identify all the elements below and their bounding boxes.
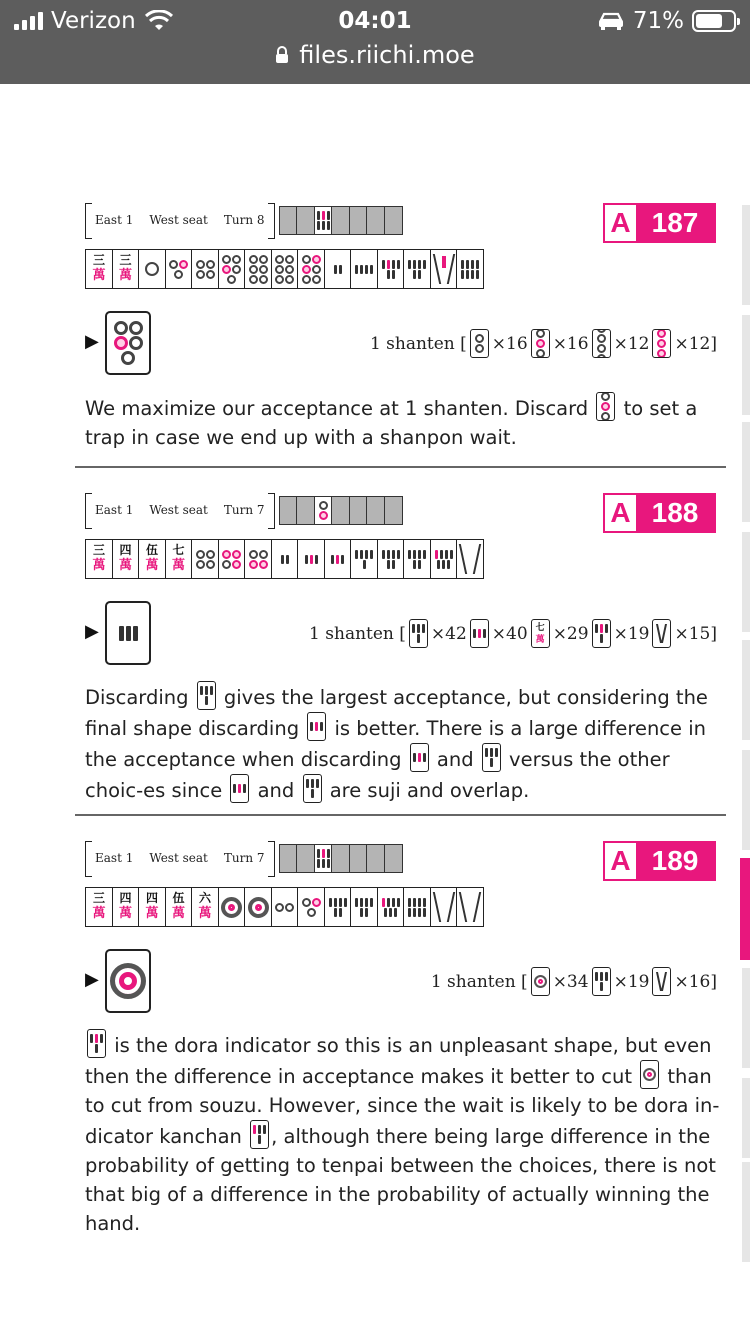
seat-label: West seat bbox=[149, 213, 208, 227]
round-label: East 1 bbox=[95, 213, 134, 227]
seat-label: West seat bbox=[149, 503, 208, 517]
tile-back bbox=[366, 496, 385, 525]
explanation-part: to set a trap in case we end up with a shanpon wait. bbox=[85, 397, 698, 449]
hand-tiles bbox=[85, 249, 484, 289]
dora-indicator-row bbox=[279, 496, 403, 525]
tile-back bbox=[349, 844, 368, 873]
tile-2p bbox=[271, 887, 299, 927]
acceptance-count: ×12 bbox=[613, 333, 650, 354]
lock-icon bbox=[275, 46, 289, 64]
tile-back bbox=[384, 206, 403, 235]
tile-6s bbox=[303, 774, 322, 803]
edge-tab bbox=[742, 1162, 750, 1262]
explanation-part: Discarding bbox=[85, 686, 195, 709]
tile-6s bbox=[87, 1029, 106, 1058]
battery-icon bbox=[692, 10, 736, 32]
tile-back bbox=[366, 206, 385, 235]
problem-187 bbox=[0, 203, 750, 449]
turn-label: Turn 7 bbox=[223, 851, 265, 865]
explanation-part: , although there being large difference in the probability of getting to tenpai between the choices, there is not that big of a difference in the probability of actually winning the hand. bbox=[85, 1125, 716, 1235]
acceptance-count: ×19 bbox=[613, 623, 650, 644]
tile-6m: 六 萬 bbox=[191, 887, 219, 927]
answer-badge bbox=[603, 203, 716, 243]
tile-6s bbox=[377, 539, 405, 579]
browser-top-bar bbox=[0, 0, 750, 84]
tile-8p bbox=[244, 249, 272, 289]
tile-6s bbox=[324, 887, 352, 927]
acceptance-count: ×40 bbox=[491, 623, 528, 644]
url-bar[interactable] bbox=[0, 40, 750, 70]
explanation-part: We maximize our acceptance at 1 shanten. Discard bbox=[85, 397, 595, 420]
tile-back bbox=[296, 496, 315, 525]
shanten-suffix: ] bbox=[710, 623, 717, 644]
tile-5p bbox=[297, 887, 325, 927]
explanation-text bbox=[85, 681, 720, 805]
problem-header bbox=[85, 841, 403, 875]
tile-7s bbox=[430, 539, 458, 579]
tile-back bbox=[279, 496, 298, 525]
tile-3s bbox=[230, 774, 249, 803]
discard-tile-5p bbox=[105, 311, 151, 375]
badge-number: 189 bbox=[636, 843, 714, 879]
explanation-text bbox=[85, 1029, 720, 1238]
shanten-line bbox=[370, 329, 717, 358]
tile-back bbox=[366, 844, 385, 873]
play-arrow-icon: ▶ bbox=[85, 621, 99, 642]
tile-1s bbox=[271, 539, 299, 579]
play-arrow-icon: ▶ bbox=[85, 331, 99, 352]
tile-4p bbox=[165, 249, 193, 289]
tile-back bbox=[331, 496, 350, 525]
turn-info bbox=[85, 203, 275, 237]
carrier-label: Verizon bbox=[51, 8, 136, 34]
tile-back bbox=[279, 844, 298, 873]
tile-6s bbox=[482, 743, 501, 772]
tile-back bbox=[384, 496, 403, 525]
answer-badge bbox=[603, 841, 716, 881]
url-text: files.riichi.moe bbox=[299, 41, 475, 69]
tile-6s bbox=[197, 681, 216, 710]
turn-info bbox=[85, 841, 275, 875]
tile-7m: 七 萬 bbox=[165, 539, 193, 579]
edge-tab bbox=[742, 640, 750, 740]
tile-5m: 伍 萬 bbox=[165, 887, 193, 927]
acceptance-count: ×16 bbox=[552, 333, 589, 354]
turn-label: Turn 8 bbox=[223, 213, 265, 227]
acceptance-count: ×29 bbox=[552, 623, 589, 644]
explanation-part: and bbox=[251, 779, 301, 802]
explanation-text bbox=[85, 392, 720, 452]
acceptance-count: ×16 bbox=[491, 333, 528, 354]
dora-indicator-tile bbox=[314, 206, 333, 235]
edge-tab bbox=[742, 1078, 750, 1158]
shanten-line bbox=[309, 619, 717, 648]
answer-badge bbox=[603, 493, 716, 533]
explanation-part: than to cut from souzu. However, since the wait is likely to be dora in-dicator kanchan bbox=[85, 1065, 720, 1148]
shanten-prefix: 1 shanten [ bbox=[369, 333, 467, 354]
tile-4p bbox=[191, 539, 219, 579]
tile-5p bbox=[218, 539, 246, 579]
acceptance-count: ×42 bbox=[430, 623, 467, 644]
tile-5m: 伍 萬 bbox=[138, 539, 166, 579]
edge-tab bbox=[742, 750, 750, 850]
turn-info bbox=[85, 493, 275, 527]
shanten-line bbox=[431, 967, 717, 996]
tile-back bbox=[349, 496, 368, 525]
tile-4p bbox=[191, 249, 219, 289]
explanation-part: and bbox=[430, 748, 480, 771]
tile-8s bbox=[456, 249, 484, 289]
explanation-part: is the dora indicator so this is an unpleasant shape, but even then the difference in acceptance makes it better to cut bbox=[85, 1034, 712, 1088]
tile-6s bbox=[592, 967, 611, 996]
tile-2p bbox=[470, 329, 489, 358]
tile-back bbox=[331, 206, 350, 235]
tile-4m: 四 萬 bbox=[112, 539, 140, 579]
tile-8p bbox=[592, 329, 611, 358]
tile-3s bbox=[297, 539, 325, 579]
badge-number: 187 bbox=[636, 205, 714, 241]
clock: 04:01 bbox=[338, 8, 412, 34]
acceptance-count: ×15 bbox=[674, 623, 711, 644]
dora-indicator-row bbox=[279, 844, 403, 873]
status-right bbox=[597, 8, 736, 34]
tile-5p bbox=[596, 392, 615, 421]
problem-header bbox=[85, 203, 403, 237]
tile-6s bbox=[403, 539, 431, 579]
tile-back bbox=[384, 844, 403, 873]
tile-8p bbox=[218, 249, 246, 289]
hand-tiles bbox=[85, 887, 484, 927]
edge-tab bbox=[742, 968, 750, 1068]
discard-tile-3s bbox=[105, 601, 151, 665]
tile-9s bbox=[652, 619, 671, 648]
battery-percent: 71% bbox=[632, 8, 684, 34]
tile-8s bbox=[403, 887, 431, 927]
tile-3s bbox=[470, 619, 489, 648]
tile-9s bbox=[652, 967, 671, 996]
tile-3s bbox=[410, 743, 429, 772]
shanten-prefix: 1 shanten [ bbox=[309, 623, 406, 644]
tile-5s bbox=[350, 539, 378, 579]
tile-9s bbox=[456, 539, 484, 579]
explanation-part: versus the other choic-es since bbox=[85, 748, 670, 802]
tile-3m: 三 萬 bbox=[85, 249, 113, 289]
tile-3s bbox=[377, 249, 405, 289]
tile-9s bbox=[430, 887, 458, 927]
tile-3m: 三 萬 bbox=[85, 887, 113, 927]
dora-indicator-row bbox=[279, 206, 403, 235]
badge-letter: A bbox=[605, 843, 636, 879]
tile-3m: 三 萬 bbox=[85, 539, 113, 579]
tile-4m: 四 萬 bbox=[112, 887, 140, 927]
tile-9p bbox=[652, 329, 671, 358]
badge-letter: A bbox=[605, 495, 636, 531]
tile-back bbox=[296, 206, 315, 235]
tile-7s bbox=[377, 887, 405, 927]
tile-back bbox=[296, 844, 315, 873]
acceptance-count: ×34 bbox=[552, 971, 589, 992]
tile-1p bbox=[244, 887, 272, 927]
tile-1p bbox=[218, 887, 246, 927]
problem-188 bbox=[0, 493, 750, 802]
tile-3s bbox=[307, 712, 326, 741]
tile-5s bbox=[592, 619, 611, 648]
tile-7m: 七 萬 bbox=[531, 619, 550, 648]
tile-4m: 四 萬 bbox=[138, 887, 166, 927]
round-label: East 1 bbox=[95, 503, 134, 517]
tile-9s bbox=[456, 887, 484, 927]
tile-3m: 三 萬 bbox=[112, 249, 140, 289]
tile-8p bbox=[244, 539, 272, 579]
tile-7s bbox=[250, 1120, 269, 1149]
shanten-prefix: 1 shanten [ bbox=[430, 971, 528, 992]
problem-189 bbox=[0, 841, 750, 1235]
tile-back bbox=[279, 206, 298, 235]
explanation-part: gives the largest acceptance, but considering the final shape discarding bbox=[85, 686, 708, 740]
tile-5p bbox=[531, 329, 550, 358]
dora-indicator-tile bbox=[314, 844, 333, 873]
section-divider bbox=[75, 814, 726, 816]
tile-6s bbox=[409, 619, 428, 648]
explanation-part: is better. There is a large difference in the acceptance when discarding bbox=[85, 717, 706, 771]
play-arrow-icon: ▶ bbox=[85, 969, 99, 990]
badge-number: 188 bbox=[636, 495, 714, 531]
tile-3s bbox=[324, 539, 352, 579]
tile-9p bbox=[297, 249, 325, 289]
tile-1p bbox=[531, 967, 550, 996]
round-label: East 1 bbox=[95, 851, 134, 865]
section-divider bbox=[75, 466, 726, 468]
shanten-suffix: ] bbox=[710, 971, 717, 992]
tile-2s bbox=[350, 249, 378, 289]
explanation-part: are suji and overlap. bbox=[323, 779, 530, 802]
discard-tile-1p bbox=[105, 949, 151, 1013]
tile-1s bbox=[324, 249, 352, 289]
acceptance-count: ×12 bbox=[674, 333, 711, 354]
acceptance-count: ×16 bbox=[674, 971, 711, 992]
edge-tab bbox=[742, 315, 750, 415]
turn-label: Turn 7 bbox=[223, 503, 265, 517]
tile-back bbox=[331, 844, 350, 873]
tile-6s bbox=[430, 249, 458, 289]
tile-1p bbox=[138, 249, 166, 289]
tile-6s bbox=[350, 887, 378, 927]
tile-back bbox=[349, 206, 368, 235]
tile-9p bbox=[271, 249, 299, 289]
badge-letter: A bbox=[605, 205, 636, 241]
shanten-suffix: ] bbox=[710, 333, 717, 354]
tile-4s bbox=[403, 249, 431, 289]
seat-label: West seat bbox=[149, 851, 208, 865]
dora-indicator-tile bbox=[314, 496, 333, 525]
acceptance-count: ×19 bbox=[613, 971, 650, 992]
car-icon bbox=[597, 11, 625, 31]
problem-header bbox=[85, 493, 403, 527]
tile-1p bbox=[640, 1060, 659, 1089]
hand-tiles bbox=[85, 539, 484, 579]
